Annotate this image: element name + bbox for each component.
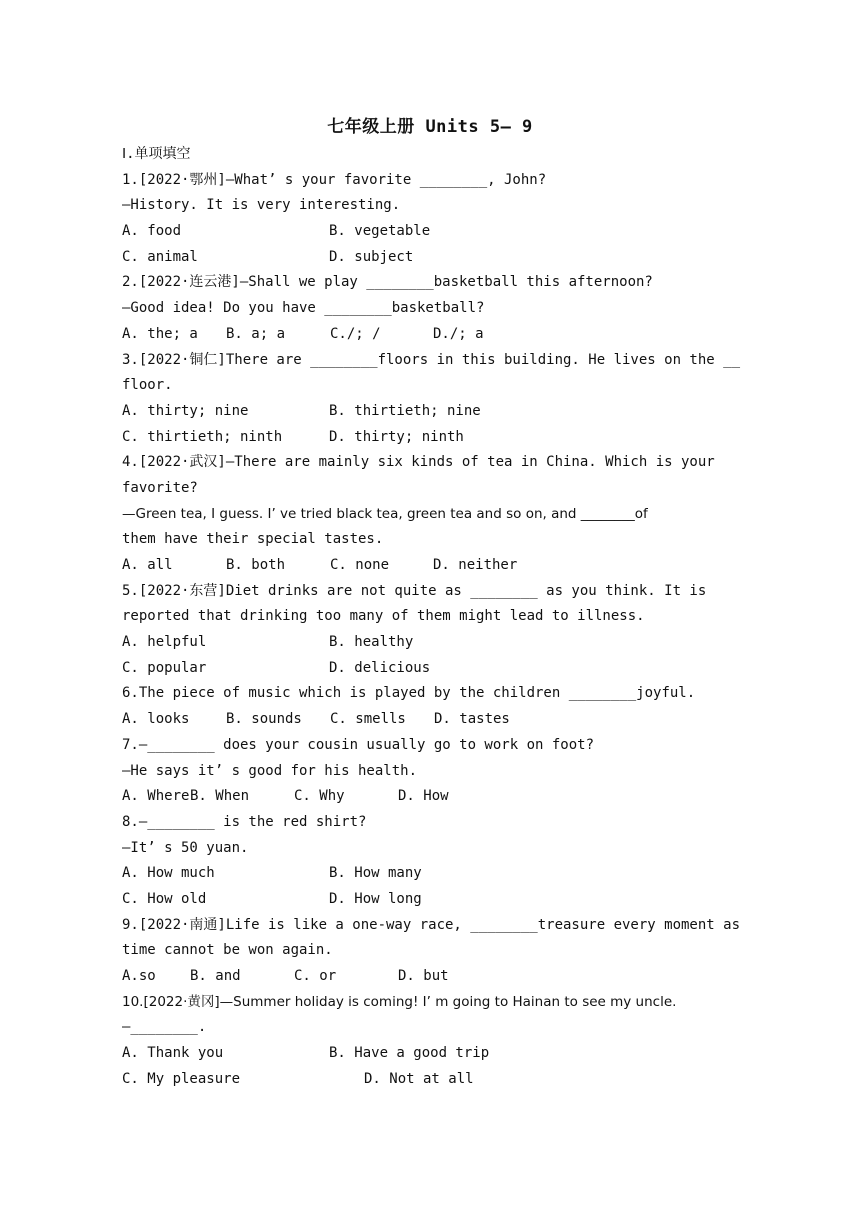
question-9	[122, 913, 742, 990]
option-c[interactable]: C./; /	[330, 325, 381, 342]
question-stem: —He says it’ s good for his health.	[122, 762, 418, 779]
option-c[interactable]: C. My pleasure	[122, 1070, 241, 1087]
question-stem: —History. It is very interesting.	[122, 197, 401, 214]
question-stem: —It’ s 50 yuan.	[122, 839, 249, 856]
question-stem: time cannot be won again.	[122, 942, 333, 959]
option-a[interactable]: A. the; a	[122, 325, 198, 342]
question-stem: —Good idea! Do you have ________basketball?	[122, 300, 485, 317]
option-c[interactable]: C. animal	[122, 248, 198, 265]
option-b[interactable]: B. healthy	[329, 634, 414, 651]
question-1	[122, 168, 742, 271]
question-stem: —________.	[122, 1019, 207, 1036]
question-4	[122, 450, 742, 578]
question-stem: 7.—________ does your cousin usually go to work on foot?	[122, 736, 595, 753]
option-d[interactable]: D. How long	[329, 890, 422, 907]
question-8	[122, 810, 742, 913]
option-b[interactable]: B. How many	[329, 865, 422, 882]
question-stem: favorite?	[122, 479, 198, 496]
question-7	[122, 733, 742, 810]
option-b[interactable]: B. a; a	[226, 325, 286, 342]
option-d[interactable]: D. but	[398, 968, 449, 984]
option-a[interactable]: A.so	[122, 968, 156, 984]
option-b[interactable]: B. sounds	[226, 711, 302, 728]
question-stem: —Green tea, I guess. I’ ve tried black tea, green tea and so on, and ________of	[122, 505, 648, 522]
option-a[interactable]: A. thirty; nine	[122, 402, 249, 419]
question-stem: 1.[2022·鄂州]—What’ s your favorite ________, John?	[122, 171, 547, 188]
option-d[interactable]: D. delicious	[329, 659, 431, 676]
option-a[interactable]: A. Thank you	[122, 1045, 224, 1062]
question-6	[122, 681, 742, 732]
option-d[interactable]: D. tastes	[434, 711, 510, 728]
question-stem: 3.[2022·铜仁]There are ________floors in this building. He lives on the __	[122, 351, 741, 368]
option-c[interactable]: C. none	[330, 557, 390, 573]
question-list	[122, 142, 742, 1092]
question-stem: them have their special tastes.	[122, 531, 384, 548]
option-a[interactable]: A. looks	[122, 711, 190, 728]
option-c[interactable]: C. popular	[122, 659, 207, 676]
option-d[interactable]: D. How	[398, 788, 449, 805]
option-b[interactable]: B. thirtieth; nine	[329, 402, 481, 419]
option-d[interactable]: D. subject	[329, 248, 414, 265]
question-10	[122, 990, 742, 1093]
option-c[interactable]: C. How old	[122, 890, 207, 907]
option-b[interactable]: B. When	[190, 788, 250, 805]
option-a[interactable]: A. food	[122, 223, 182, 240]
option-c[interactable]: C. thirtieth; ninth	[122, 428, 283, 445]
question-stem: 9.[2022·南通]Life is like a one-way race, ________treasure every moment as	[122, 916, 741, 933]
question-stem: floor.	[122, 377, 173, 394]
question-stem: 10.[2022·黄冈]—Summer holiday is coming! I’ m going to Hainan to see my uncle.	[122, 993, 677, 1010]
question-stem: 8.—________ is the red shirt?	[122, 813, 367, 830]
question-3	[122, 348, 742, 451]
option-b[interactable]: B. and	[190, 968, 241, 984]
section-heading: Ⅰ.单项填空	[122, 146, 191, 162]
option-d[interactable]: D. thirty; ninth	[329, 428, 464, 445]
option-a[interactable]: A. helpful	[122, 634, 207, 651]
option-b[interactable]: B. vegetable	[329, 223, 431, 240]
question-2	[122, 270, 742, 347]
page-title: 七年级上册 Units 5— 9	[327, 117, 533, 137]
option-a[interactable]: A. all	[122, 557, 173, 573]
option-c[interactable]: C. or	[294, 968, 337, 984]
option-c[interactable]: C. smells	[330, 711, 406, 728]
question-stem: 4.[2022·武汉]—There are mainly six kinds of tea in China. Which is your	[122, 454, 715, 471]
question-5	[122, 579, 742, 682]
question-stem: 5.[2022·东营]Diet drinks are not quite as ________ as you think. It is	[122, 582, 707, 599]
option-d[interactable]: D. Not at all	[364, 1070, 474, 1087]
question-stem: 6.The piece of music which is played by the children ________joyful.	[122, 685, 696, 702]
option-b[interactable]: B. Have a good trip	[329, 1045, 490, 1062]
option-d[interactable]: D. neither	[433, 557, 518, 573]
option-c[interactable]: C. Why	[294, 788, 345, 805]
question-stem: 2.[2022·连云港]—Shall we play ________basketball this afternoon?	[122, 274, 653, 291]
option-d[interactable]: D./; a	[433, 325, 484, 342]
option-b[interactable]: B. both	[226, 557, 286, 573]
question-stem: reported that drinking too many of them might lead to illness.	[122, 608, 645, 625]
option-a[interactable]: A. Where	[122, 788, 190, 805]
option-a[interactable]: A. How much	[122, 865, 215, 882]
